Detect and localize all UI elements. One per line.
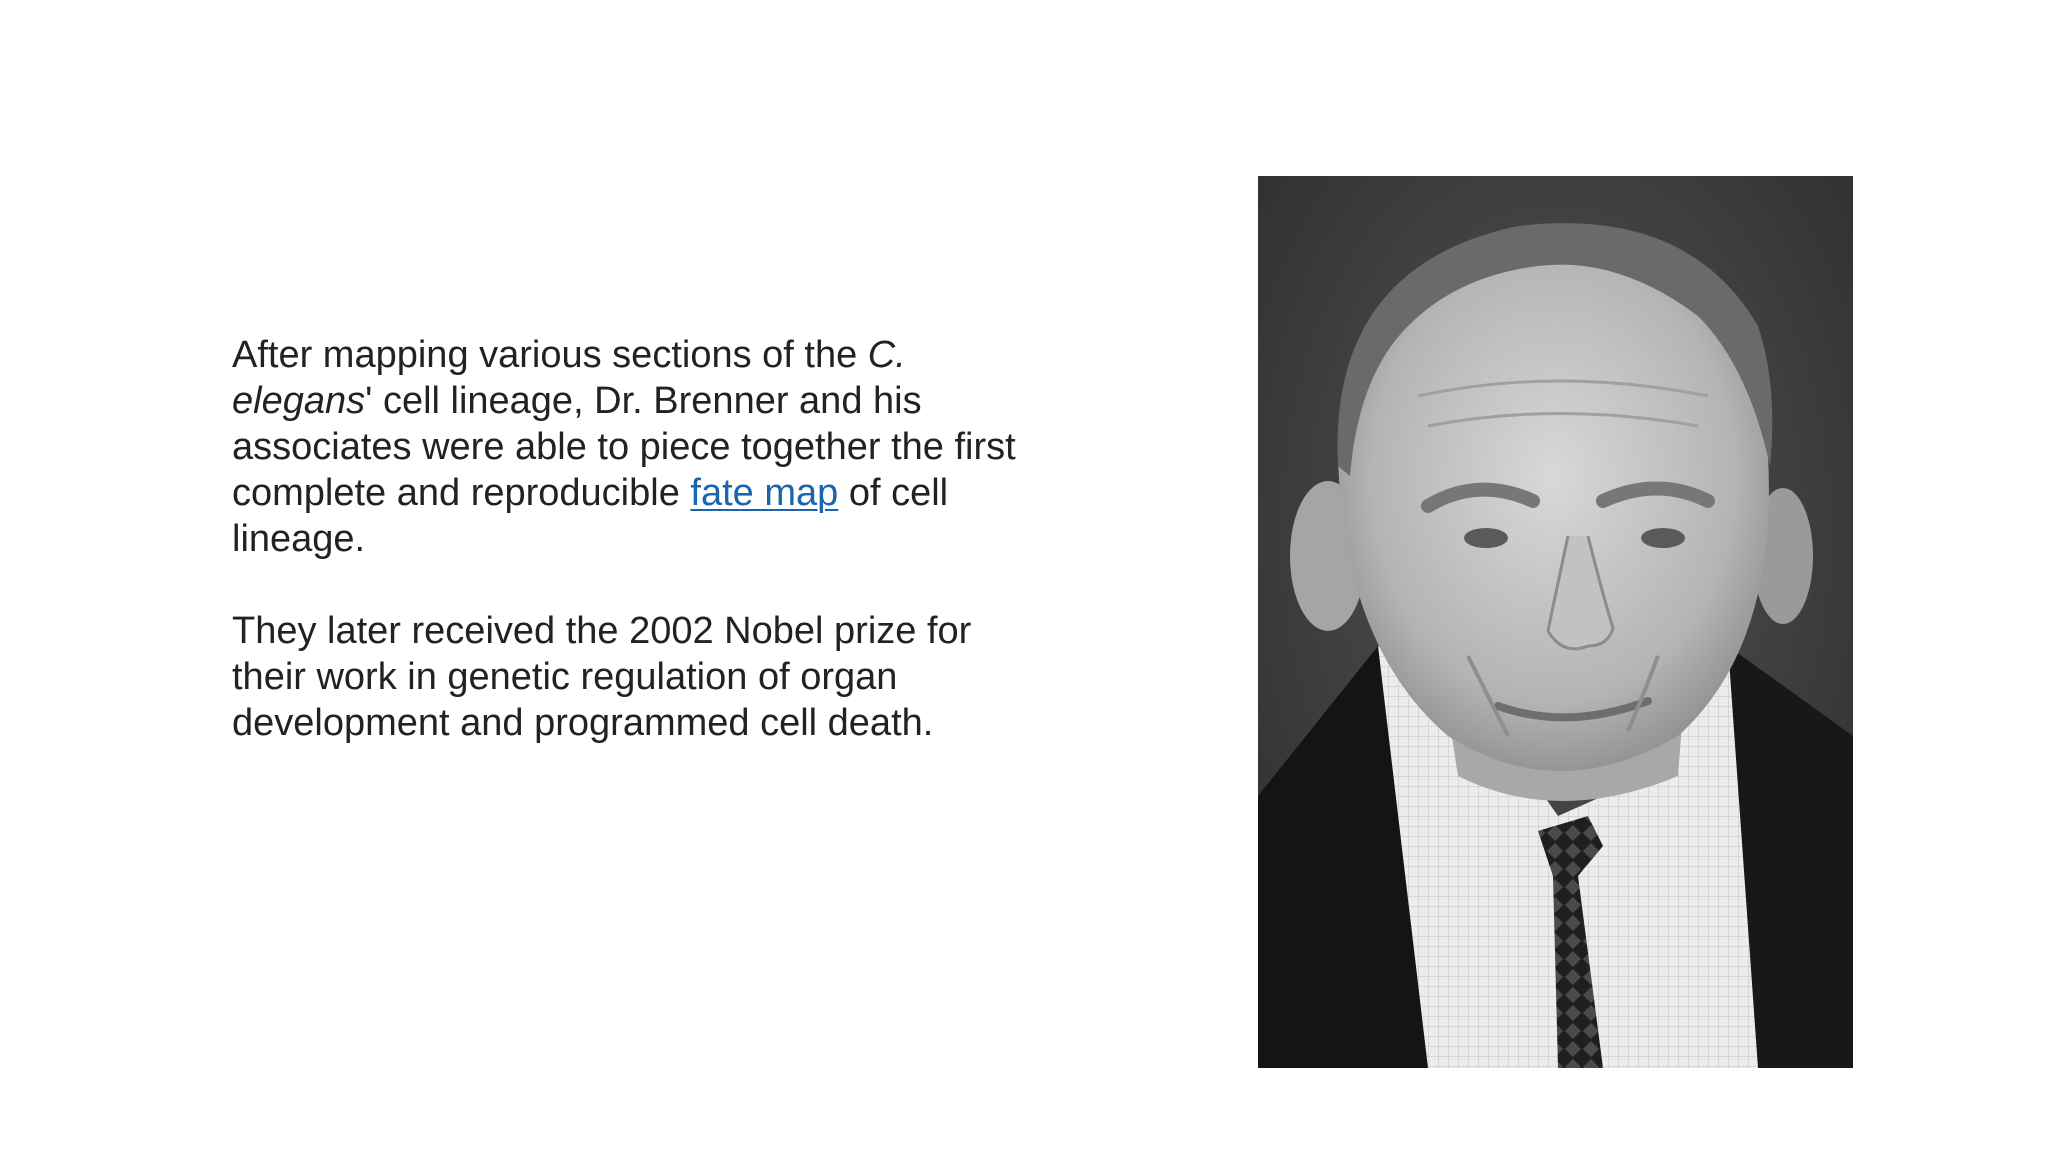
portrait-illustration — [1258, 176, 1853, 1068]
portrait-photo — [1258, 176, 1853, 1068]
paragraph-1-part-3: of cell lineage. — [232, 472, 949, 560]
paragraph-1-part-2: ' cell lineage, Dr. Brenner and his associates were able to piece together the first complete and reproducible — [232, 380, 1016, 514]
paragraph-2: They later received the 2002 Nobel prize for their work in genetic regulation of organ development and programmed cell death. — [232, 610, 972, 744]
species-name: C. elegans — [232, 334, 906, 422]
fate-map-link[interactable]: fate map — [690, 472, 839, 514]
paragraph-1 — [232, 332, 1032, 562]
body-text — [232, 332, 1032, 746]
paragraph-1-part-1: After mapping various sections of the — [232, 334, 868, 376]
